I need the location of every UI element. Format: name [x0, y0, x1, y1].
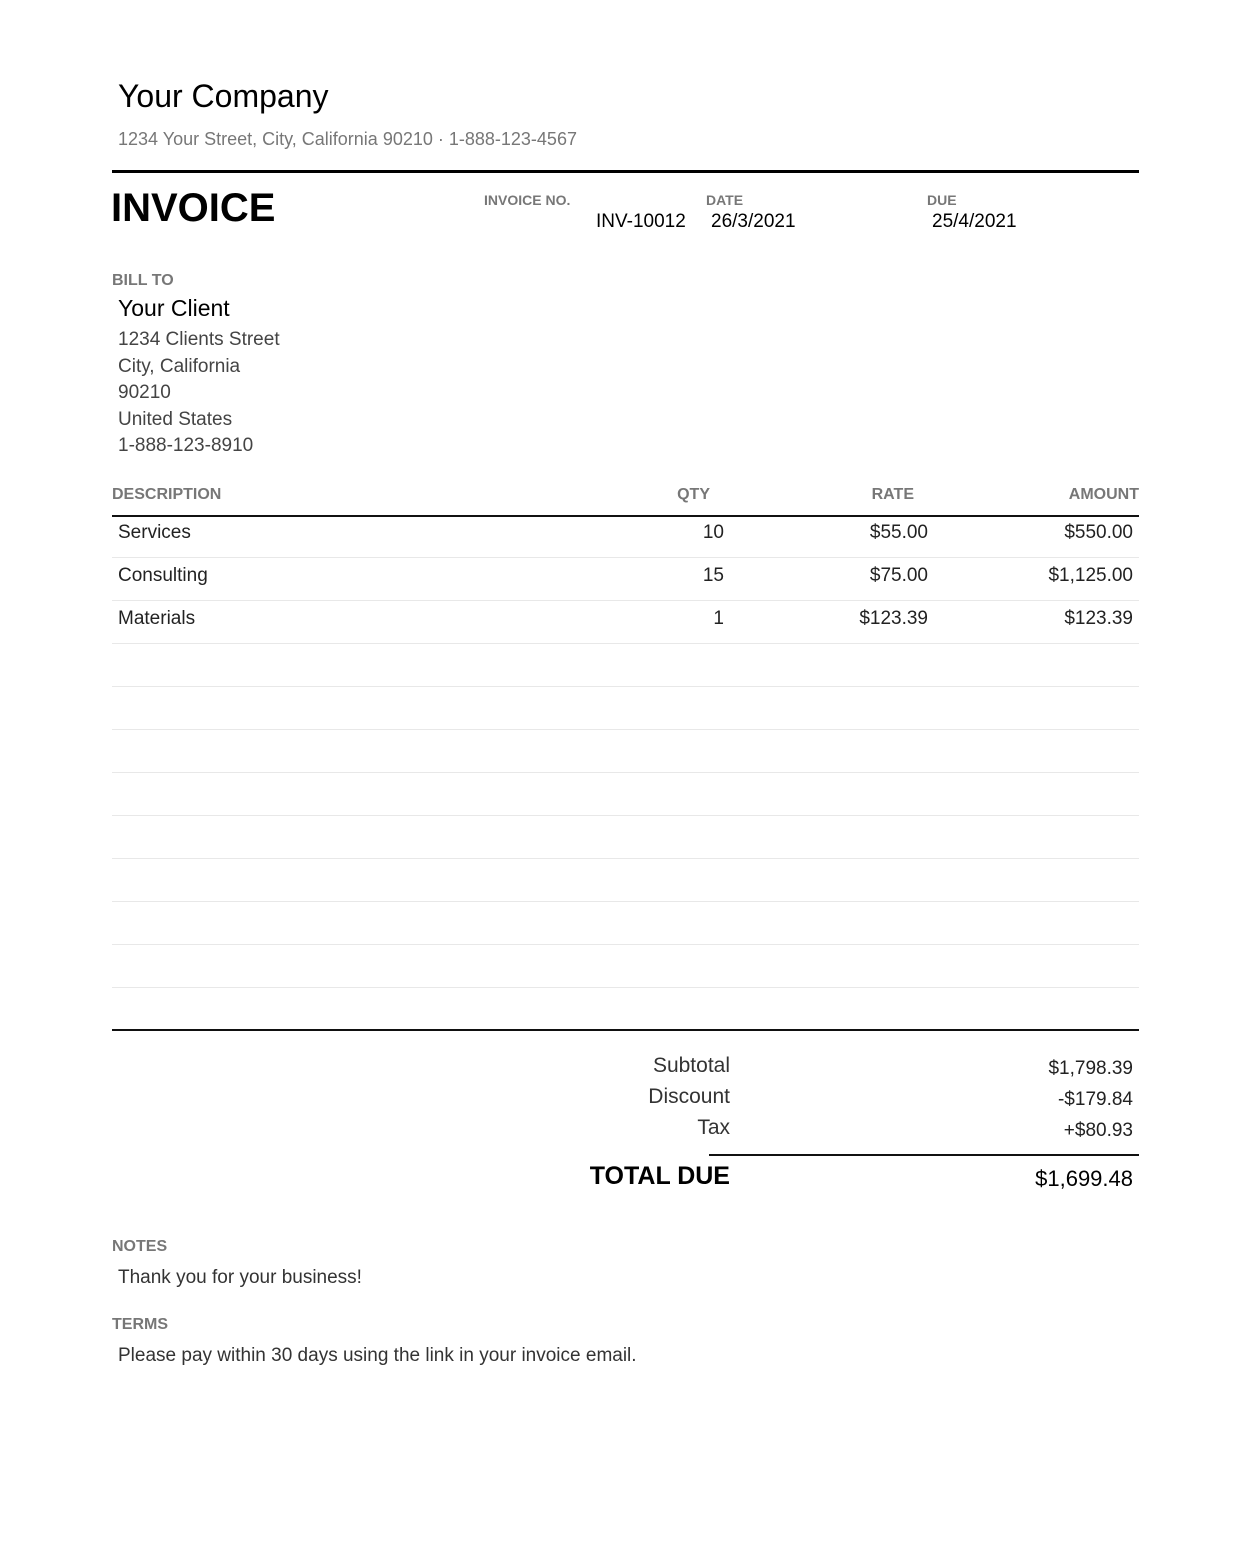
- tax-label: Tax: [697, 1116, 730, 1139]
- client-zip: 90210: [118, 382, 171, 403]
- table-row-description: Consulting: [118, 565, 208, 586]
- company-address: 1234 Your Street, City, California 90210 · 1-888-123-4567: [118, 129, 577, 149]
- table-footer-divider: [112, 1029, 1139, 1031]
- row-divider: [112, 815, 1139, 816]
- column-header-amount: AMOUNT: [1068, 486, 1139, 503]
- invoice-number: INV-10012: [596, 211, 686, 232]
- client-country: United States: [118, 409, 233, 430]
- bill-to-label: BILL TO: [112, 272, 174, 289]
- row-divider: [112, 987, 1139, 988]
- table-row-qty: 10: [702, 522, 724, 543]
- table-row-rate: $123.39: [859, 608, 928, 629]
- row-divider: [112, 772, 1139, 773]
- total-divider: [709, 1154, 1139, 1156]
- client-phone: 1-888-123-8910: [118, 435, 254, 456]
- tax-value: +$80.93: [1063, 1120, 1133, 1141]
- table-row-amount: $123.39: [1064, 608, 1133, 629]
- invoice-due-label: DUE: [927, 192, 957, 208]
- table-row-amount: $550.00: [1064, 522, 1133, 543]
- invoice-due-date: 25/4/2021: [932, 211, 1017, 232]
- client-city: City, California: [118, 356, 241, 377]
- notes-text: Thank you for your business!: [118, 1267, 362, 1288]
- invoice-date-label: DATE: [706, 192, 744, 208]
- table-row-amount: $1,125.00: [1048, 565, 1133, 586]
- row-divider: [112, 944, 1139, 945]
- discount-label: Discount: [648, 1085, 730, 1108]
- terms-label: TERMS: [112, 1316, 168, 1333]
- row-divider: [112, 600, 1139, 601]
- terms-text: Please pay within 30 days using the link in your invoice email.: [118, 1345, 637, 1366]
- invoice-number-label: INVOICE NO.: [484, 192, 571, 208]
- client-street: 1234 Clients Street: [118, 329, 280, 350]
- row-divider: [112, 686, 1139, 687]
- row-divider: [112, 643, 1139, 644]
- row-divider: [112, 729, 1139, 730]
- subtotal-label: Subtotal: [652, 1054, 730, 1077]
- total-due-label: TOTAL DUE: [589, 1162, 730, 1190]
- invoice-title: INVOICE: [111, 186, 276, 230]
- client-name: Your Client: [118, 295, 230, 321]
- column-header-rate: RATE: [871, 486, 914, 503]
- row-divider: [112, 858, 1139, 859]
- table-header-divider: [112, 515, 1139, 517]
- invoice-date: 26/3/2021: [711, 211, 796, 232]
- table-row-rate: $75.00: [869, 565, 928, 586]
- column-header-qty: QTY: [677, 486, 710, 503]
- notes-label: NOTES: [112, 1238, 168, 1255]
- table-row-qty: 1: [713, 608, 724, 629]
- company-name: Your Company: [118, 78, 329, 114]
- column-header-description: DESCRIPTION: [112, 486, 222, 503]
- row-divider: [112, 901, 1139, 902]
- table-row-qty: 15: [702, 565, 724, 586]
- table-row-description: Materials: [118, 608, 196, 629]
- discount-value: -$179.84: [1057, 1089, 1133, 1110]
- table-row-rate: $55.00: [869, 522, 928, 543]
- row-divider: [112, 557, 1139, 558]
- total-due-value: $1,699.48: [1035, 1166, 1133, 1191]
- subtotal-value: $1,798.39: [1048, 1058, 1133, 1079]
- table-row-description: Services: [118, 522, 191, 543]
- header-divider: [112, 170, 1139, 173]
